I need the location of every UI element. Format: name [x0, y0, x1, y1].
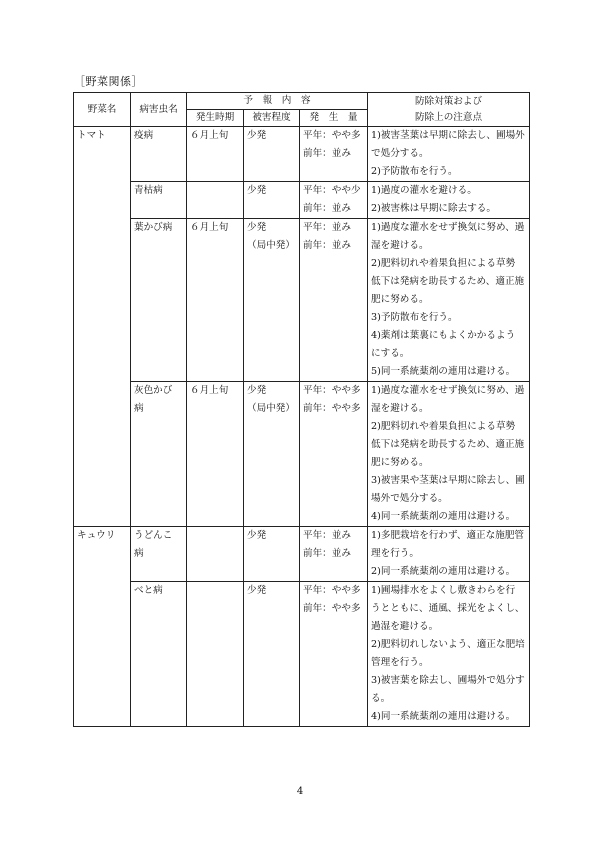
damage-level: [244, 527, 300, 582]
damage-level-line: 少発: [247, 185, 267, 196]
occurrence-amount-line: 前年：並み: [303, 148, 351, 159]
occurrence-time: ６月上旬: [187, 219, 244, 382]
damage-level: [244, 182, 300, 219]
control-measure-line: 湿を避ける。: [371, 403, 429, 414]
control-measure-line: うとともに、通風、採光をよくし、: [371, 603, 525, 614]
control-measure-line: で処分する。: [371, 148, 429, 159]
pest-name-line: 病: [134, 548, 144, 559]
occurrence-amount-line: 前年：並み: [303, 548, 351, 559]
control-measure-line: 理を行う。: [371, 548, 419, 559]
header-row-1: [74, 93, 530, 110]
table-row: [74, 582, 530, 727]
pest-name: [131, 127, 187, 182]
forecast-table: [73, 92, 530, 727]
pest-name: [131, 527, 187, 582]
header-measures: [368, 93, 530, 127]
pest-name: [131, 219, 187, 382]
control-measure-line: 2)肥料切れや着果負担による草勢: [371, 258, 516, 269]
occurrence-time: [187, 182, 244, 219]
control-measures: [368, 219, 530, 382]
header-amount: 発 生 量: [300, 110, 368, 127]
control-measure-line: 3)予防散布を行う。: [371, 312, 458, 323]
control-measure-line: 湿を避ける。: [371, 240, 429, 251]
occurrence-amount-line: 前年：やや多: [303, 603, 361, 614]
control-measure-line: 管理を行う。: [371, 657, 429, 668]
vegetable-name: トマト: [74, 127, 131, 527]
occurrence-amount: [300, 382, 368, 527]
occurrence-amount-line: 前年：並み: [303, 240, 351, 251]
occurrence-amount-line: 平年：やや多: [303, 385, 361, 396]
control-measure-line: 1)過度の灌水を避ける。: [371, 185, 477, 196]
damage-level: [244, 219, 300, 382]
table-row: [74, 182, 530, 219]
occurrence-amount-line: 平年：並み: [303, 222, 351, 233]
occurrence-amount: [300, 219, 368, 382]
damage-level-line: 少発: [247, 530, 267, 541]
occurrence-amount: [300, 582, 368, 727]
control-measure-line: 5)同一系統薬剤の連用は避ける。: [371, 366, 516, 377]
occurrence-amount-line: 平年：やや多: [303, 130, 361, 141]
header-pest: 病害虫名: [131, 93, 187, 127]
control-measure-line: 過湿を避ける。: [371, 621, 439, 632]
pest-name: [131, 382, 187, 527]
occurrence-amount: [300, 182, 368, 219]
control-measure-line: 場外で処分する。: [371, 493, 448, 504]
control-measure-line: 低下は発病を助長するため、適正施: [371, 439, 525, 450]
pest-name-line: べと病: [134, 585, 163, 596]
occurrence-time: ６月上旬: [187, 382, 244, 527]
occurrence-amount-line: 前年：やや多: [303, 403, 361, 414]
damage-level-line: （局中発）: [247, 240, 295, 251]
control-measure-line: 1)多肥栽培を行わず、適正な施肥管: [371, 530, 525, 541]
control-measure-line: る。: [371, 693, 391, 704]
page-number: 4: [296, 786, 304, 797]
control-measure-line: 4)薬剤は葉裏にもよくかかるよう: [371, 330, 516, 341]
occurrence-amount: [300, 127, 368, 182]
table-row: [74, 382, 530, 527]
damage-level-line: 少発: [247, 385, 267, 396]
pest-name: [131, 182, 187, 219]
pest-name-line: 病: [134, 403, 144, 414]
section-title: ［野菜関係］: [74, 75, 143, 88]
pest-name-line: 青枯病: [134, 185, 163, 196]
damage-level: [244, 382, 300, 527]
control-measures: [368, 182, 530, 219]
damage-level-line: 少発: [247, 222, 267, 233]
header-time: 発生時期: [187, 110, 244, 127]
control-measure-line: 1)過度な灌水をせず換気に努め、過: [371, 385, 525, 396]
control-measures: [368, 382, 530, 527]
occurrence-amount-line: 前年：並み: [303, 203, 351, 214]
control-measures: [368, 527, 530, 582]
control-measure-line: 肥に努める。: [371, 457, 429, 468]
table-row: [74, 527, 530, 582]
damage-level-line: （局中発）: [247, 403, 295, 414]
control-measure-line: 1)被害茎葉は早期に除去し、圃場外: [371, 130, 525, 141]
control-measures: [368, 582, 530, 727]
control-measure-line: 2)予防散布を行う。: [371, 166, 458, 177]
control-measure-line: 4)同一系統薬剤の連用は避ける。: [371, 511, 516, 522]
control-measure-line: 肥に努める。: [371, 294, 429, 305]
vegetable-name: キュウリ: [74, 527, 131, 727]
occurrence-amount: [300, 527, 368, 582]
control-measure-line: 2)同一系統薬剤の連用は避ける。: [371, 566, 516, 577]
damage-level: [244, 127, 300, 182]
table-body: [74, 127, 530, 727]
header-damage: 被害程度: [244, 110, 300, 127]
table-row: [74, 219, 530, 382]
occurrence-time: ６月上旬: [187, 127, 244, 182]
control-measure-line: にする。: [371, 348, 410, 359]
pest-name-line: 葉かび病: [134, 222, 173, 233]
occurrence-amount-line: 平年：やや多: [303, 585, 361, 596]
occurrence-time: [187, 582, 244, 727]
occurrence-time: [187, 527, 244, 582]
occurrence-amount-line: 平年：やや少: [303, 185, 361, 196]
occurrence-amount-line: 平年：並み: [303, 530, 351, 541]
pest-name: [131, 582, 187, 727]
control-measure-line: 3)被害葉を除去し、圃場外で処分す: [371, 675, 525, 686]
pest-name-line: 灰色かび: [134, 385, 173, 396]
control-measure-line: 4)同一系統薬剤の連用は避ける。: [371, 711, 516, 722]
control-measure-line: 2)肥料切れや着果負担による草勢: [371, 421, 516, 432]
pest-name-line: 疫病: [134, 130, 154, 141]
control-measure-line: 1)圃場排水をよくし敷きわらを行: [371, 585, 516, 596]
damage-level: [244, 582, 300, 727]
header-measures-line2: 防除上の注意点: [414, 111, 483, 123]
control-measure-line: 1)過度な灌水をせず換気に努め、過: [371, 222, 525, 233]
control-measure-line: 2)被害株は早期に除去する。: [371, 203, 496, 214]
header-forecast: 予 報 内 容: [187, 93, 368, 110]
control-measures: [368, 127, 530, 182]
control-measure-line: 2)肥料切れしないよう、適正な肥培: [371, 639, 525, 650]
control-measure-line: 低下は発病を助長するため、適正施: [371, 276, 525, 287]
control-measure-line: 3)被害果や茎葉は早期に除去し、圃: [371, 475, 525, 486]
damage-level-line: 少発: [247, 130, 267, 141]
table-row: [74, 127, 530, 182]
header-vegetable: 野菜名: [74, 93, 131, 127]
header-measures-line1: 防除対策および: [414, 95, 483, 107]
pest-name-line: うどんこ: [134, 530, 173, 541]
damage-level-line: 少発: [247, 585, 267, 596]
